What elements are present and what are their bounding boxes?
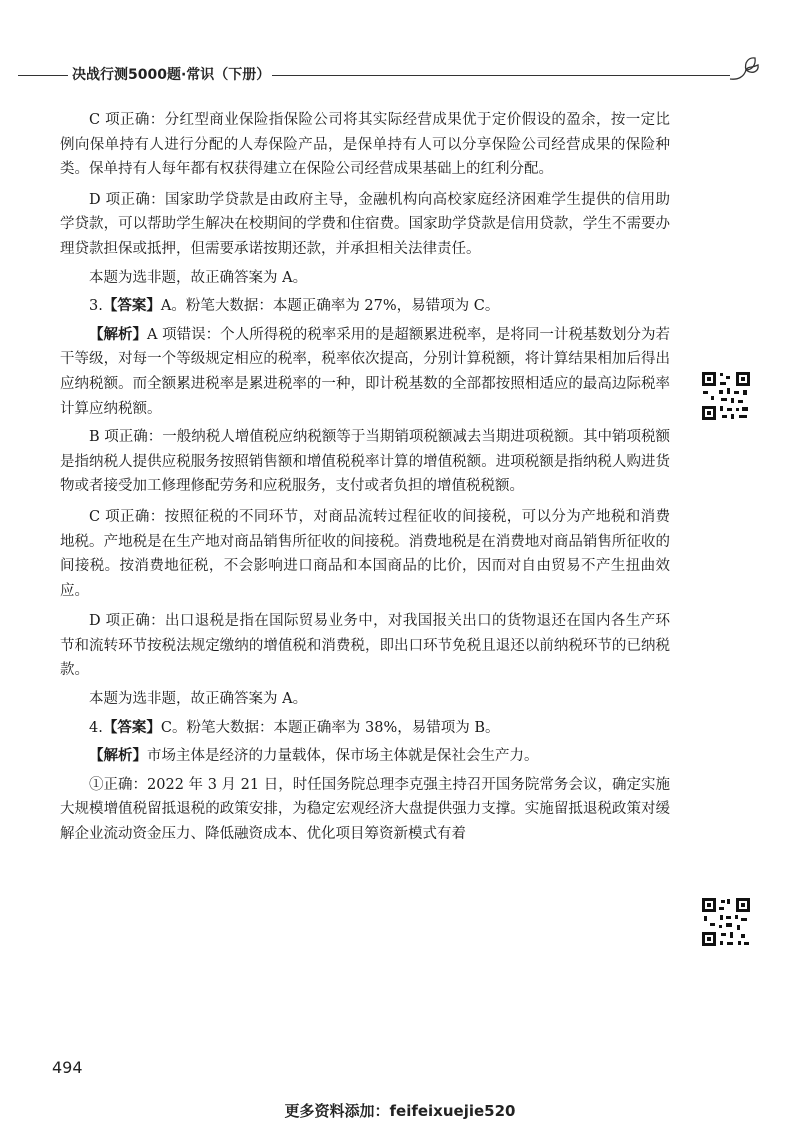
header-title: 决战行测5000题·常识（下册） xyxy=(72,67,271,83)
paragraph-d-student-loan: D 项正确：国家助学贷款是由政府主导，金融机构向高校家庭经济困难学生提供的信用助学贷款，可以帮助学生解决在校期间的学费和住宿费。国家助学贷款是信用贷款，学生不需要办理贷款担保或抵押，但需要承诺按期还款，并承担相关法律责任。 xyxy=(60,191,670,257)
footer-note: 更多资料添加：feifeixuejie520 xyxy=(284,1102,516,1120)
answer-line-q3: 3.【答案】A。粉笔大数据：本题正确率为 27%，易错项为 C。 xyxy=(89,298,500,315)
paragraph-d-export-rebate: D 项正确：出口退税是指在国际贸易业务中，对我国报关出口的货物退还在国内各生产环节和流转环节按税法规定缴纳的增值税和消费税，即出口环节免税且退还以前纳税环节的已纳税款。 xyxy=(60,613,670,679)
answer-tag: 【答案】 xyxy=(102,719,161,736)
paragraph-item-1: ①正确：2022 年 3 月 21 日，时任国务院总理李克强主持召开国务院常务会议，确定实施大规模增值税留抵退税的政策安排，为稳定宏观经济大盘提供强力支撑。实施留抵退税政策对缓解企业流动资金压力、降低融资成本、优化项目筹资新模式有着 xyxy=(60,776,670,843)
header-rule-right xyxy=(272,75,730,76)
analysis-q4: 【解析】市场主体是经济的力量载体，保市场主体就是保社会生产力。 xyxy=(89,748,539,765)
analysis-q3: 【解析】A 项错误：个人所得税的税率采用的是超额累进税率，是将同一计税基数划分为若干等级，对每一个等级规定相应的税率，税率依次提高，分别计算税额，将计算结果相加后得出应纳税额。而全额累进税率是累进税率的一种，即计税基数的全部都按照相适应的最高边际税率计算应纳税额。 xyxy=(60,326,671,417)
leaf-sprout-icon xyxy=(724,56,764,90)
answer-explanation-text xyxy=(60,108,670,851)
paragraph-b-vat: B 项正确：一般纳税人增值税应纳税额等于当期销项税额减去当期进项税额。其中销项税额是指纳税人提供应税服务按照销售额和增值税税率计算的增值税额。进项税额是指纳税人购进货物或者接受加工修理修配劳务和应税服务，支付或者负担的增值税税额。 xyxy=(60,429,670,495)
answer-tag: 【答案】 xyxy=(102,298,161,315)
paragraph-conclusion-q3: 本题为选非题，故正确答案为 A。 xyxy=(89,691,308,708)
paragraph-c-indirect-tax: C 项正确：按照征税的不同环节，对商品流转过程征收的间接税，可以分为产地税和消费地税。产地税是在生产地对商品销售所征收的间接税。消费地税是在消费地对商品销售所征收的间接税。按消费地征税，不会影响进口商品和本国商品的比价，因而对自由贸易不产生扭曲效应。 xyxy=(60,508,670,599)
running-header xyxy=(0,56,800,92)
analysis-tag: 【解析】 xyxy=(89,326,148,343)
paragraph-conclusion-q2: 本题为选非题，故正确答案为 A。 xyxy=(89,269,308,286)
page-number: 494 xyxy=(52,1058,83,1077)
answer-line-q4: 4.【答案】C。粉笔大数据：本题正确率为 38%，易错项为 B。 xyxy=(89,719,500,736)
qr-code-icon[interactable] xyxy=(700,370,752,422)
header-rule-left xyxy=(18,75,68,76)
analysis-tag: 【解析】 xyxy=(89,748,147,765)
paragraph-c-bonus-insurance: C 项正确：分红型商业保险指保险公司将其实际经营成果优于定价假设的盈余，按一定比例向保单持有人进行分配的人寿保险产品，是保单持有人可以分享保险公司经营成果的保险种类。保单持有人每年都有权获得建立在保险公司经营成果基础上的红利分配。 xyxy=(60,112,670,178)
qr-code-icon[interactable] xyxy=(700,896,752,948)
